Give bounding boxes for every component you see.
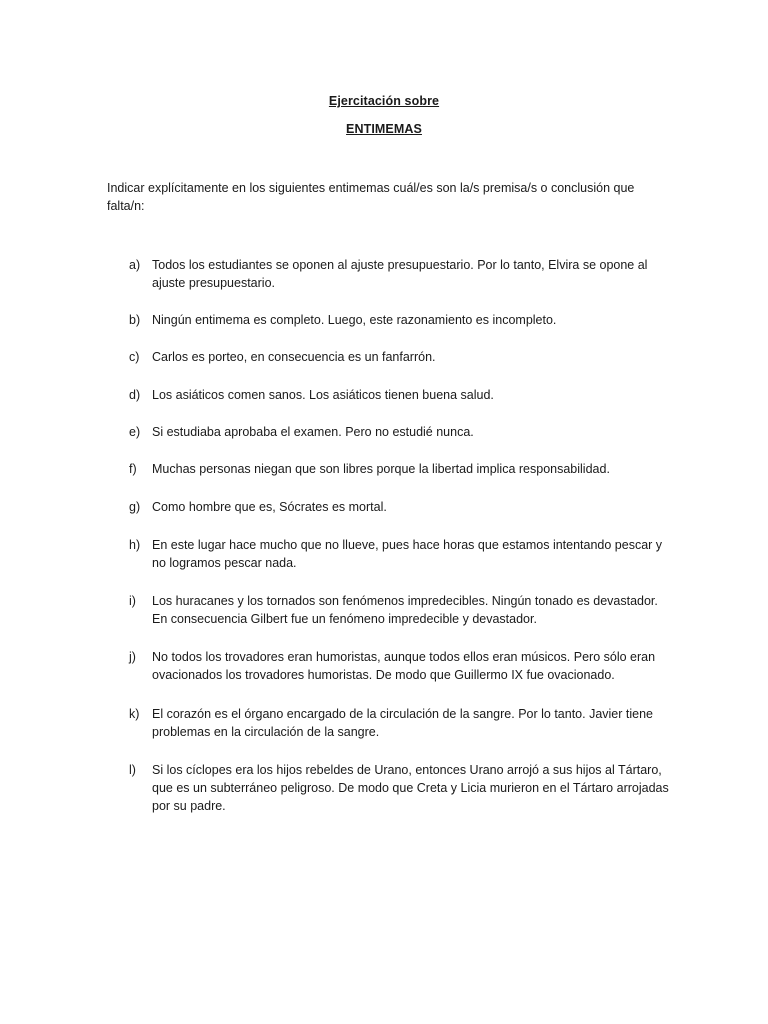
list-item-letter: f)	[129, 462, 137, 476]
list-item-letter: d)	[129, 388, 141, 402]
list-item	[129, 386, 669, 404]
list-item-letter: g)	[129, 500, 141, 514]
list-item-letter: j)	[129, 650, 136, 664]
page-title: Ejercitación sobre	[328, 94, 440, 108]
list-item	[129, 423, 669, 441]
list-item	[129, 256, 669, 292]
list-item-letter: k)	[129, 707, 140, 721]
list-item-text: En este lugar hace mucho que no llueve, pues hace horas que estamos intentando pescar y no logramos pescar nada.	[152, 538, 663, 570]
list-item-letter: c)	[129, 350, 140, 364]
list-item-letter: b)	[129, 313, 141, 327]
list-item	[129, 648, 669, 684]
list-item-text: Si estudiaba aprobaba el examen. Pero no estudié nunca.	[152, 425, 474, 439]
list-item	[129, 761, 669, 815]
page-subtitle: ENTIMEMAS	[346, 122, 422, 136]
list-item-text: Carlos es porteo, en consecuencia es un fanfarrón.	[152, 350, 436, 364]
list-item-letter: h)	[129, 538, 141, 552]
list-item-text: Los asiáticos comen sanos. Los asiáticos tienen buena salud.	[152, 388, 494, 402]
list-item-text: Todos los estudiantes se oponen al ajuste presupuestario. Por lo tanto, Elvira se opone al ajuste presupuestario.	[152, 258, 648, 290]
list-item-text: Muchas personas niegan que son libres porque la libertad implica responsabilidad.	[152, 462, 610, 476]
list-item	[129, 311, 669, 329]
list-item	[129, 348, 669, 366]
instructions-paragraph: Indicar explícitamente en los siguientes entimemas cuál/es son la/s premisa/s o conclusión que falta/n:	[107, 181, 635, 213]
list-item	[129, 536, 669, 572]
list-item-text: Si los cíclopes era los hijos rebeldes de Urano, entonces Urano arrojó a sus hijos al Tártaro, que es un subterráneo peligroso. De modo que Creta y Licia murieron en el Tártaro arrojadas por su padre.	[152, 763, 669, 813]
list-item-text: El corazón es el órgano encargado de la circulación de la sangre. Por lo tanto. Javier tiene problemas en la circulación de la sangre.	[152, 707, 653, 739]
list-item-text: Ningún entimema es completo. Luego, este razonamiento es incompleto.	[152, 313, 557, 327]
list-item-letter: e)	[129, 425, 141, 439]
list-item-letter: l)	[129, 763, 136, 777]
list-item	[129, 592, 669, 628]
list-item	[129, 705, 669, 741]
list-item-letter: i)	[129, 594, 136, 608]
list-item-text: Como hombre que es, Sócrates es mortal.	[152, 500, 387, 514]
list-item-text: Los huracanes y los tornados son fenómenos impredecibles. Ningún tonado es devastador. En consecuencia Gilbert fue un fenómeno impredecible y devastador.	[152, 594, 658, 626]
list-item	[129, 498, 669, 516]
list-item-letter: a)	[129, 258, 141, 272]
list-item	[129, 460, 669, 478]
list-item-text: No todos los trovadores eran humoristas, aunque todos ellos eran músicos. Pero sólo eran ovacionados los trovadores humoristas. De modo que Guillermo IX fue ovacionado.	[152, 650, 656, 682]
